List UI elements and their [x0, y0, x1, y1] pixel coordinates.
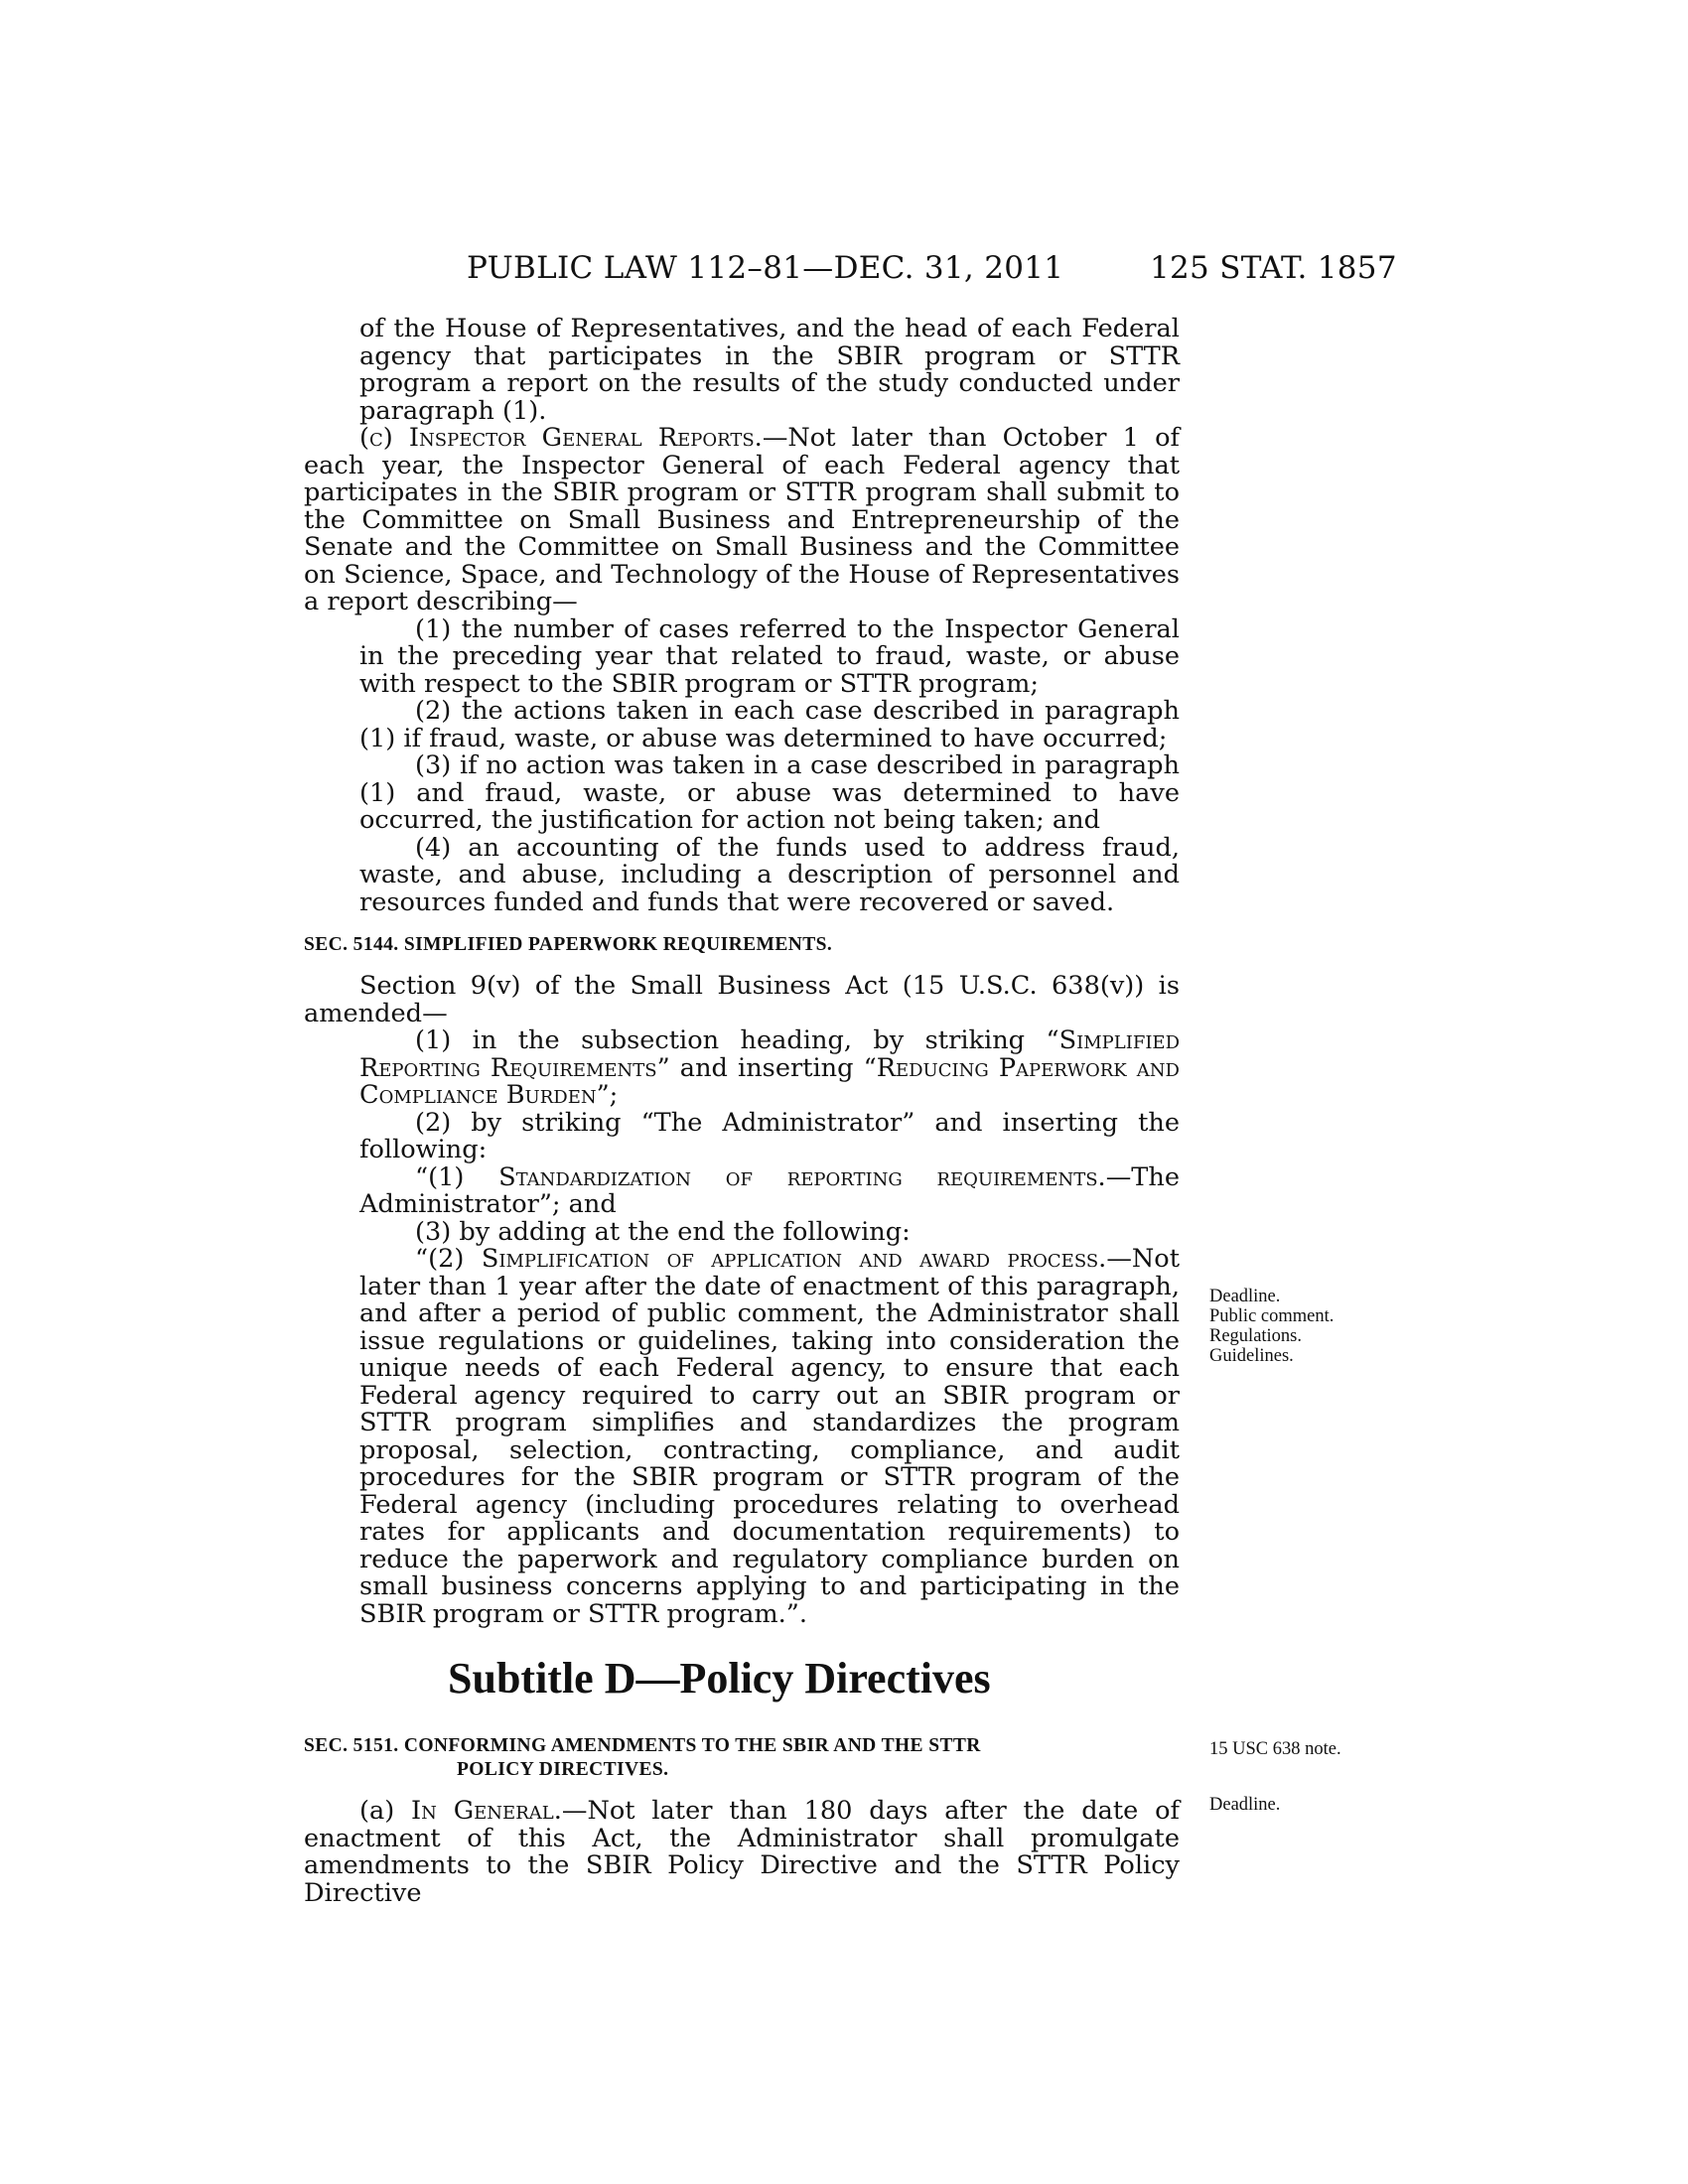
body-text-upper — [304, 316, 1180, 916]
amendment-item-1: (1) in the subsection heading, by striking “Simplified Reporting Requirements” and inserting “Reducing Paperwork and Compliance Burden”; — [359, 1025, 1180, 1110]
margin-note: Guidelines. — [1209, 1346, 1294, 1366]
margin-note: Public comment. — [1209, 1306, 1335, 1326]
amendment-item-3: (3) by adding at the end the following: — [415, 1216, 911, 1247]
margin-note: Regulations. — [1209, 1326, 1303, 1346]
subsection-c-heading: (c) Inspector General Reports. — [359, 423, 763, 453]
continued-paragraph: of the House of Representatives, and the head of each Federal agency that participates in the SBIR program or STTR program a report on the results of the study conducted under paragraph (1). — [359, 314, 1180, 426]
running-header-stat-page: 125 STAT. 1857 — [1150, 250, 1397, 286]
subsection-a: (a) In General.—Not later than 180 days after the date of enactment of this Act, the Administrator shall promulgate amendments to the SBIR Policy Directive and the STTR Policy Directive — [304, 1796, 1180, 1908]
subtitle-heading: Subtitle D—Policy Directives — [448, 1654, 991, 1703]
margin-note-deadline-block — [1209, 1287, 1334, 1366]
list-item: (3) if no action was taken in a case described in paragraph (1) and fraud, waste, or abuse was determined to have occurred, the justification for action not being taken; and — [359, 751, 1180, 835]
margin-note-usc: 15 USC 638 note. — [1209, 1739, 1341, 1759]
running-header-law-date: PUBLIC LAW 112–81—DEC. 31, 2011 — [467, 250, 1064, 286]
quoted-text-1: “(1) Standardization of reporting requirements.—The Administrator”; and — [359, 1161, 1180, 1219]
section-5151-heading: SEC. 5151. CONFORMING AMENDMENTS TO THE SBIR AND THE STTR POLICY DIRECTIVES. — [304, 1735, 981, 1780]
body-text-lower — [304, 1734, 1180, 1907]
subsection-c — [304, 425, 1180, 616]
section-5144-heading: SEC. 5144. SIMPLIFIED PAPERWORK REQUIREMENTS. — [304, 934, 833, 955]
list-item: (1) the number of cases referred to the Inspector General in the preceding year that related to fraud, waste, or abuse with respect to the SBIR program or STTR program; — [359, 614, 1180, 699]
margin-note: Deadline. — [1209, 1287, 1281, 1306]
amendment-item-2: (2) by striking “The Administrator” and inserting the following: — [359, 1107, 1180, 1164]
section-5144-intro: Section 9(v) of the Small Business Act (15 U.S.C. 638(v)) is amended— — [304, 971, 1180, 1028]
quoted-text-2: “(2) Simplification of application and award process.—Not later than 1 year after the date of enactment of this paragraph, and after a period of public comment, the Administrator shall issue regulations or guidelines, taking into consideration the unique needs of each Federal agency, to ensure that each Federal agency required to carry out an SBIR program or STTR program simplifies and standardizes the program proposal, selection, contracting, compliance, and audit procedures for the SBIR program or STTR program of the Federal agency (including procedures relating to overhead rates for applicants and documentation requirements) to reduce the paperwork and regulatory compliance burden on small business concerns applying to and participating in the SBIR program or STTR program.”. — [359, 1244, 1180, 1629]
subsection-c-text: —Not later than October 1 of each year, the Inspector General of each Federal agency that participates in the SBIR program or STTR program shall submit to the Committee on Small Business and Entrepreneurship of the Senate and the Committee on Small Business and the Committee on Science, Space, and Technology of the House of Representatives a report describing— — [304, 423, 1180, 616]
list-item: (2) the actions taken in each case described in paragraph (1) if fraud, waste, or abuse was determined to have occurred; — [359, 696, 1180, 753]
list-item: (4) an accounting of the funds used to address fraud, waste, and abuse, including a description of personnel and resources funded and funds that were recovered or saved. — [359, 832, 1180, 917]
margin-note-deadline: Deadline. — [1209, 1795, 1281, 1815]
body-text-middle — [304, 933, 1180, 1628]
